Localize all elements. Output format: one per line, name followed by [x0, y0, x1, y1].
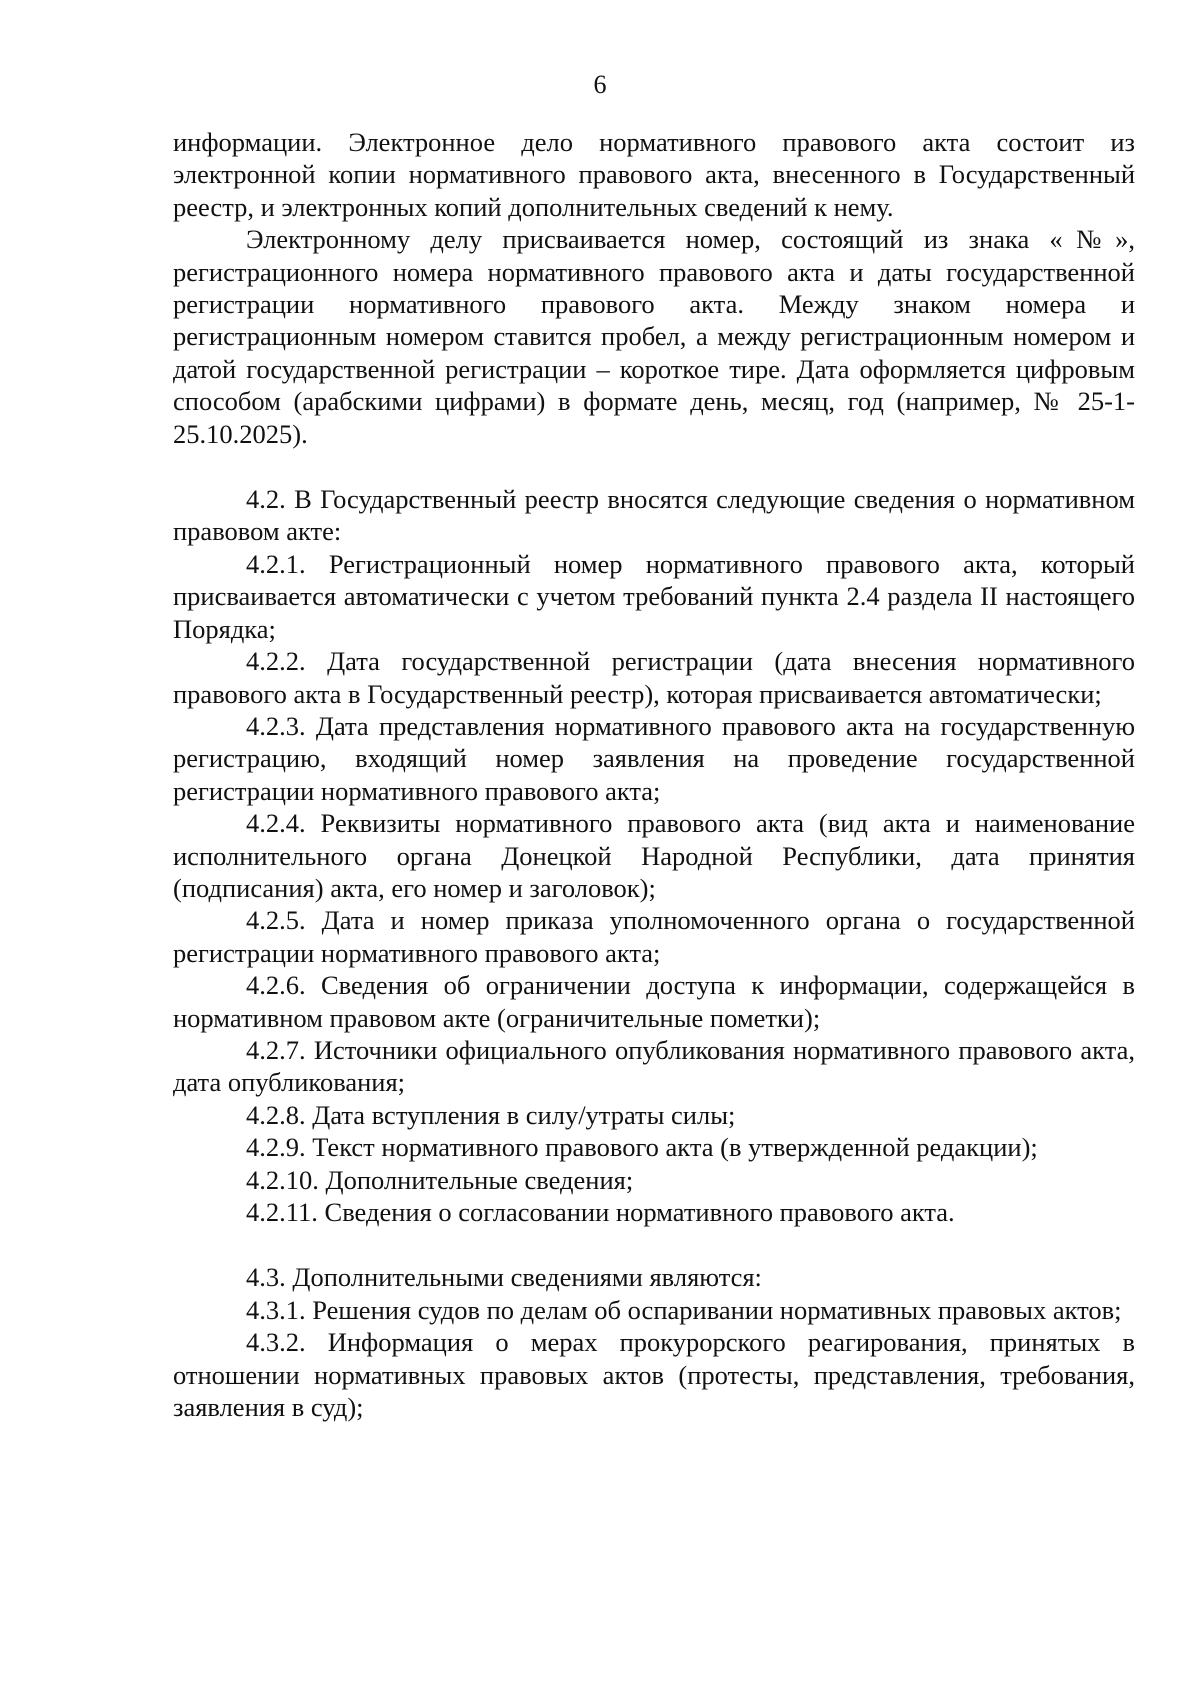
item-4-2-9: 4.2.9. Текст нормативного правового акта (в утвержденной редакции); [246, 1132, 1038, 1163]
document-body [173, 126, 1135, 1423]
page-number: 6 [593, 70, 607, 99]
item-4-2-1: 4.2.1. Регистрационный номер нормативного правового акта, который присваивается автоматически с учетом требований пункта 2.4 раздела II настоящего Порядка; [173, 548, 1135, 644]
item-4-2-11: 4.2.11. Сведения о согласовании нормативного правового акта. [246, 1197, 955, 1227]
paragraph-electronic-case-number: Электронному делу присваивается номер, состоящий из знака «№», регистрационного номера нормативного правового акта и даты государственной регистрации нормативного правового акта. Между знаком номера и регистрационным номером ставится пробел, а между регистрационным номером и датой государственной регистрации – короткое тире. Дата оформляется цифровым способом (арабскими цифрами) в формате день, месяц, год (например, № 25-1-25.10.2025). [173, 224, 1135, 449]
item-4-2-2: 4.2.2. Дата государственной регистрации (дата внесения нормативного правового акта в Государственный реестр), которая присваивается автоматически; [173, 646, 1135, 709]
item-4-2-3: 4.2.3. Дата представления нормативного правового акта на государственную регистрацию, входящий номер заявления на проведение государственной регистрации нормативного правового акта; [173, 710, 1135, 806]
item-4-2-6: 4.2.6. Сведения об ограничении доступа к информации, содержащейся в нормативном правовом акте (ограничительные пометки); [173, 970, 1135, 1033]
item-4-2-8: 4.2.8. Дата вступления в силу/утраты силы; [246, 1099, 736, 1130]
item-4-2-4: 4.2.4. Реквизиты нормативного правового акта (вид акта и наименование исполнительного органа Донецкой Народной Республики, дата принятия (подписания) акта, его номер и заголовок); [173, 808, 1135, 903]
paragraph-continuation: информации. Электронное дело нормативного правового акта состоит из электронной копии нормативного правового акта, внесенного в Государственный реестр, и электронных копий дополнительных сведений к нему. [173, 127, 1135, 222]
item-4-3-2: 4.3.2. Информация о мерах прокурорского реагирования, принятых в отношении нормативных правовых актов (протесты, представления, требования, заявления в суд); [173, 1327, 1135, 1423]
item-4-2-7: 4.2.7. Источники официального опубликования нормативного правового акта, дата опубликования; [173, 1034, 1135, 1098]
section-4-3: 4.3. Дополнительными сведениями являются: [246, 1262, 762, 1293]
item-4-2-5: 4.2.5. Дата и номер приказа уполномоченного органа о государственной регистрации нормативного правового акта; [173, 905, 1135, 968]
item-4-3-1: 4.3.1. Решения судов по делам об оспаривании нормативных правовых актов; [246, 1294, 1122, 1325]
item-4-2-10: 4.2.10. Дополнительные сведения; [246, 1164, 634, 1195]
section-4-2: 4.2. В Государственный реестр вносятся следующие сведения о нормативном правовом акте: [173, 484, 1135, 547]
